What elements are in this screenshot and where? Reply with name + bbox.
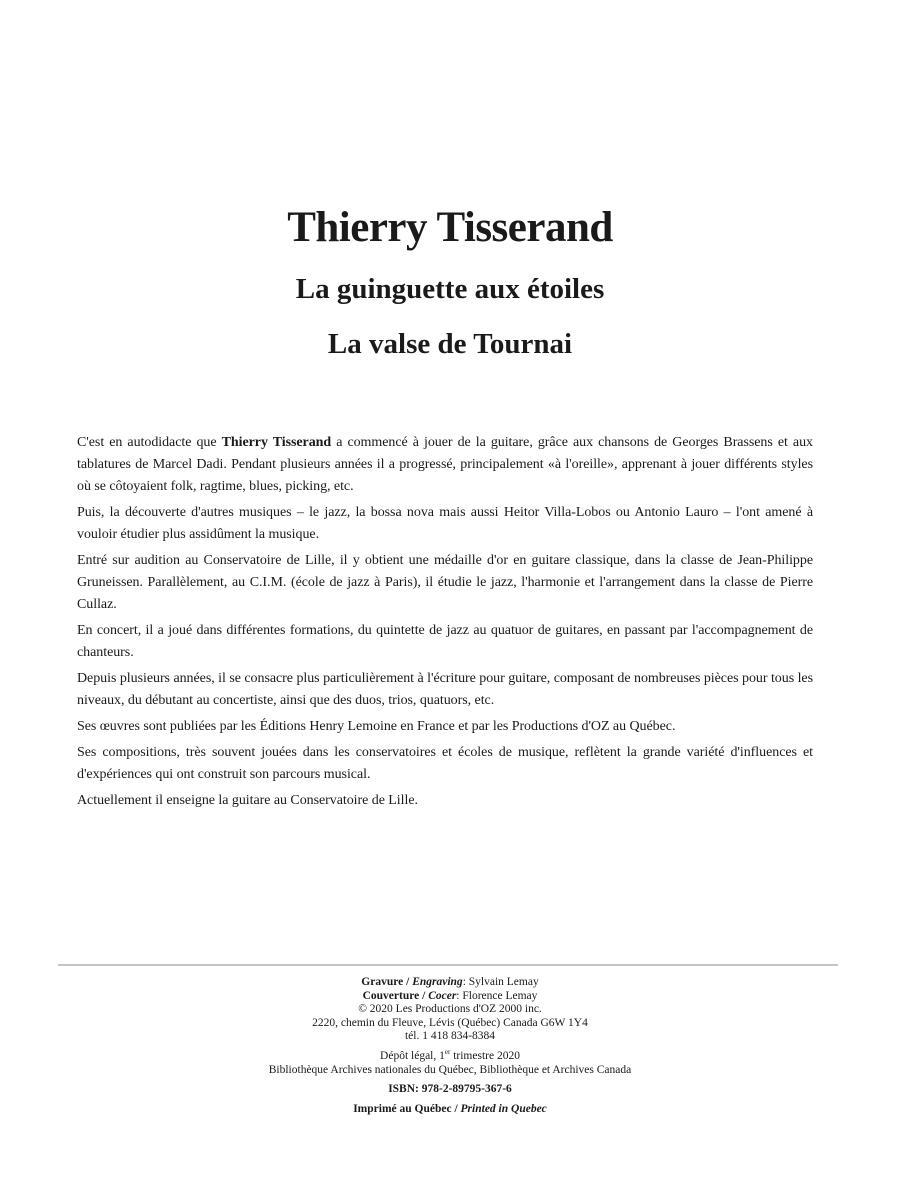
divider: [58, 964, 838, 966]
colophon: [0, 976, 900, 1116]
title-block: [0, 198, 900, 359]
piece-title-1: La guinguette aux étoiles: [295, 273, 605, 305]
engraving-credit: Gravure / Engraving: Sylvain Lemay: [361, 976, 539, 988]
isbn: ISBN: 978-2-89795-367-6: [388, 1083, 512, 1096]
printed-in: Imprimé au Québec / Printed in Quebec: [353, 1102, 547, 1115]
bio-paragraph: Ses compositions, très souvent jouées dans les conservatoires et écoles de musique, reflètent la grande variété d'influences et d'expériences qui ont construit son parcours musical.: [77, 745, 813, 782]
publisher-address: 2220, chemin du Fleuve, Lévis (Québec) Canada G6W 1Y4: [312, 1016, 588, 1029]
copyright: © 2020 Les Productions d'OZ 2000 inc.: [358, 1003, 542, 1016]
biography: [77, 432, 813, 816]
cover-credit: Couverture / Cocer: Florence Lemay: [362, 989, 538, 1002]
bio-paragraph: En concert, il a joué dans différentes formations, du quintette de jazz au quatuor de guitares, en passant par l'accompagnement de chanteurs.: [77, 623, 813, 660]
libraries: Bibliothèque Archives nationales du Québec, Bibliothèque et Archives Canada: [268, 1063, 632, 1076]
bio-paragraph: Depuis plusieurs années, il se consacre plus particulièrement à l'écriture pour guitare, composant de nombreuses pièces pour tous les niveaux, du débutant au concertiste, ainsi que des duos, trios, quatuors, etc.: [77, 671, 813, 708]
bio-paragraph: C'est en autodidacte que Thierry Tisserand a commencé à jouer de la guitare, grâce aux chansons de Georges Brassens et aux tablatures de Marcel Dadi. Pendant plusieurs années il a progressé, principalement «à l'oreille», apprenant à jouer différents styles où se côtoyaient folk, ragtime, blues, picking, etc.: [77, 435, 813, 494]
legal-deposit: Dépôt légal, 1er trimestre 2020: [380, 1048, 520, 1062]
bio-paragraph: Actuellement il enseigne la guitare au Conservatoire de Lille.: [77, 793, 418, 808]
composer-name-inline: Thierry Tisserand: [221, 435, 332, 450]
bio-paragraph: Entré sur audition au Conservatoire de Lille, il y obtient une médaille d'or en guitare classique, dans la classe de Jean-Philippe Gruneissen. Parallèlement, au C.I.M. (école de jazz à Paris), il étudie le jazz, l'harmonie et l'arrangement dans la classe de Pierre Cullaz.: [77, 553, 813, 612]
piece-title-2: La valse de Tournai: [327, 328, 573, 360]
publisher-phone: tél. 1 418 834-8384: [404, 1030, 496, 1043]
bio-paragraph: Puis, la découverte d'autres musiques – le jazz, la bossa nova mais aussi Heitor Villa-Lobos ou Antonio Lauro – l'ont amené à vouloir étudier plus assidûment la musique.: [77, 505, 813, 542]
bio-paragraph: Ses œuvres sont publiées par les Éditions Henry Lemoine en France et par les Productions d'OZ au Québec.: [77, 719, 676, 734]
composer-name: Thierry Tisserand: [287, 204, 613, 251]
